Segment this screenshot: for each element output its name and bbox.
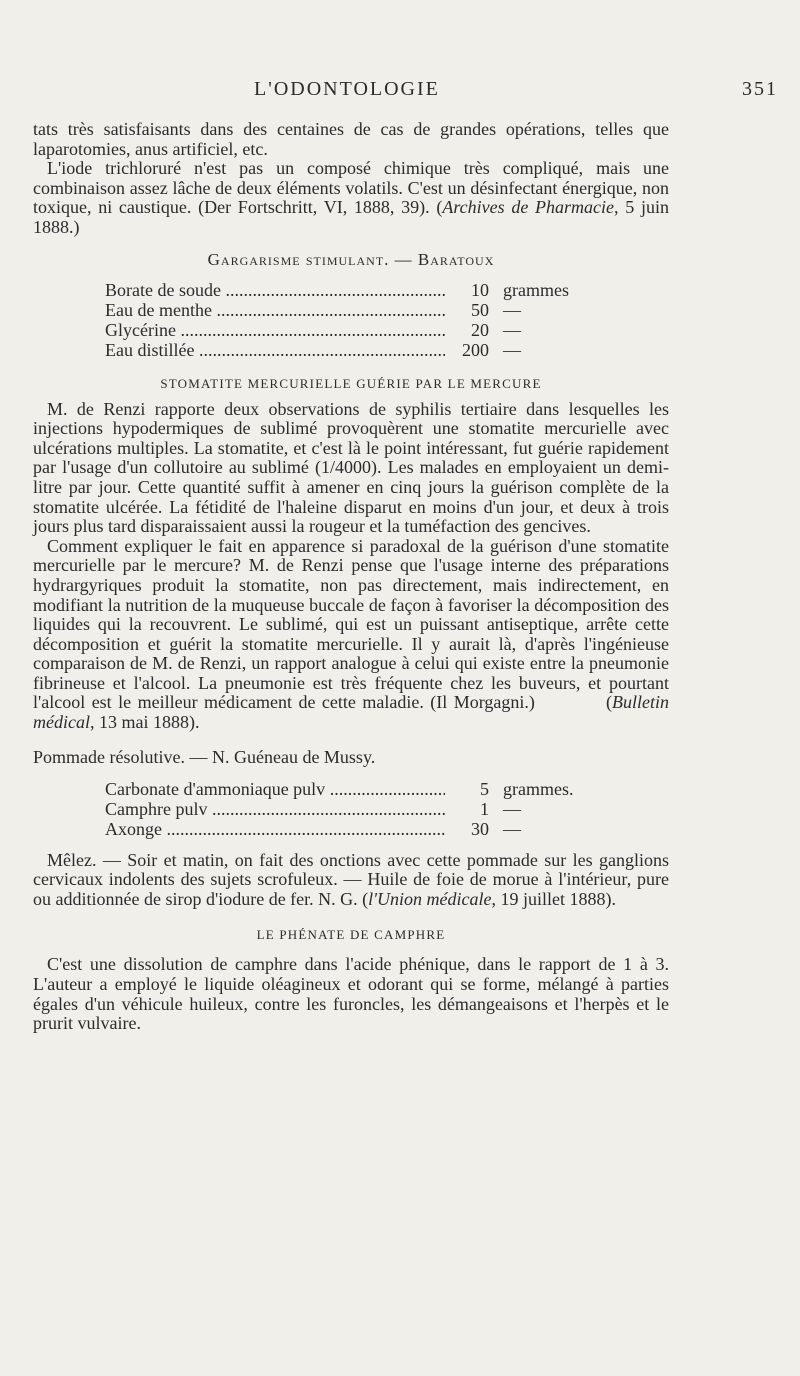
citation-date: , 13 mai 1888). (89, 712, 200, 733)
journal-title: L'ODONTOLOGIE (254, 78, 440, 100)
ingredient-qty: 30 (471, 818, 489, 839)
ingredient-unit: — (503, 339, 521, 360)
ingredient-unit: — (503, 798, 521, 819)
citation-source: Bulletin médical (33, 692, 669, 733)
page-number: 351 (742, 78, 778, 100)
ingredient-qty: 1 (480, 798, 489, 819)
ingredient-unit: grammes. (503, 778, 574, 799)
ingredient-name: Borate de soude ..... (105, 280, 445, 300)
recipe-row (105, 280, 625, 300)
ingredient-qty: 20 (471, 319, 489, 340)
paragraph-phenate: C'est une dissolution de camphre dans l'acide phénique, dans le rapport de 1 à 3. L'auteur a employé le liquide oléagineux et odorant qui se forme, mélangé à parties égales d'un véhicule huileux, contre les furoncles, les démangeaisons et l'herpès et le prurit vulvaire. (33, 954, 669, 1034)
recipe-pommade (105, 779, 625, 839)
ingredient-qty: 10 (471, 279, 489, 300)
recipe-row (105, 799, 625, 819)
paragraph-text: Mêlez. — Soir et matin, on fait des onctions avec cette pommade sur les ganglions cervicaux indolents des sujets scrofuleux. — Huile de foie de morue à l'intérieur, pure ou additionnée de sirop d'iodure de fer. N. G. ( (33, 849, 669, 909)
section-heading-stomatite: STOMATITE MERCURIELLE GUÉRIE PAR LE MERCURE (160, 375, 542, 391)
ingredient-name: Axonge ..... (105, 819, 445, 839)
recipe-row (105, 300, 625, 320)
paragraph-continuation: tats très satisfaisants dans des centaines de cas de grandes opérations, telles que laparotomies, anus artificiel, etc. (33, 119, 669, 159)
ingredient-name: Eau de menthe ..... (105, 300, 445, 320)
citation-source: Archives de Pharmacie (442, 197, 615, 218)
paragraph-renzi: M. de Renzi rapporte deux observations de syphilis tertiaire dans lesquelles les injections hypodermiques de sublimé provoquèrent une stomatite mercurielle avec ulcérations multiples. La stomatite, et c'est là le point intéressant, fut guérie rapidement par l'usage d'un collutoire au sublimé (1/4000). Les malades en employaient un demi-litre par jour. Cette quantité suffit à amener en cinq jours la guérison complète de la stomatite ulcérée. La fétidité de l'haleine disparut en moins d'un jour, et deux à trois jours plus tard disparaissaient aussi la rougeur et la tuméfaction des gencives. (33, 398, 669, 537)
ingredient-unit: grammes (503, 279, 569, 300)
recipe-gargarisme (105, 280, 625, 360)
citation-source: l'Union médicale (368, 888, 492, 909)
ingredient-unit: — (503, 319, 521, 340)
paragraph-text: L'iode trichloruré n'est pas un composé chimique très compliqué, mais une combinaison assez lâche de deux éléments volatils. C'est un désinfectant énergique, non toxique, ni caustique. (Der Fortschritt, VI, 1888, 39). ( (33, 158, 669, 218)
paragraph-melez (33, 851, 669, 910)
ingredient-unit: — (503, 299, 521, 320)
recipe-row (105, 340, 625, 360)
section-heading-phenate: LE PHÉNATE DE CAMPHRE (256, 927, 446, 943)
paragraph-iode (33, 159, 669, 237)
ingredient-name: Camphre pulv ..... (105, 799, 445, 819)
ingredient-name: Glycérine ..... (105, 320, 445, 340)
ingredient-qty: 50 (471, 299, 489, 320)
ingredient-name: Eau distillée ..... (105, 340, 445, 360)
citation-date: , 5 juin 1888.) (33, 197, 669, 237)
section-heading-gargarisme: Gargarisme stimulant. — Baratoux (207, 249, 495, 269)
ingredient-qty: 5 (480, 778, 489, 799)
recipe-row (105, 779, 625, 799)
recipe-row (105, 819, 625, 839)
running-header (0, 78, 800, 108)
section-heading-pommade: Pommade résolutive. — N. Guéneau de Mussy. (33, 746, 376, 767)
citation-date: , 19 juillet 1888). (491, 888, 616, 909)
recipe-row (105, 320, 625, 340)
paragraph-explication: Comment expliquer le fait en apparence si paradoxal de la guérison d'une stomatite mercurielle par le mercure? M. de Renzi pense que l'usage interne des préparations hydrargyriques produit la stomatite, non pas directement, mais indirectement, en modifiant la nutrition de la muqueuse buccale de façon à favoriser la décomposition des liquides qui la recouvrent. Le sublimé, qui est un puissant antiseptique, arrête cette décomposition et guérit la stomatite mercurielle. Il y aurait là, d'après l'ingénieuse comparaison de M. de Renzi, un rapport analogue à celui qui existe entre la pneumonie fibrineuse et l'alcool. La pneumonie est très fréquente chez les buveurs, et pourtant l'alcool est le meilleur médicament de cette maladie. (Il Morgagni.) (Bulletin médical, 13 mai 1888). (33, 535, 669, 733)
ingredient-qty: 200 (462, 339, 489, 360)
page-body (33, 120, 669, 1034)
ingredient-unit: — (503, 818, 521, 839)
paragraph-text: Comment expliquer le fait en apparence si paradoxal de la guérison d'une stomatite mercurielle par le mercure? M. de Renzi pense que l'usage interne des préparations hydrargyriques produit la stomatite, non pas directement, mais indirectement, en modifiant la nutrition de la muqueuse buccale de façon à favoriser la décomposition des liquides qui la recouvrent. Le sublimé, qui est un puissant antiseptique, arrête cette décomposition et guérit la stomatite mercurielle. Il y aurait là, d'après l'ingénieuse comparaison de M. de Renzi, un rapport analogue à celui qui existe entre la pneumonie fibrineuse et l'alcool. La pneumonie est très fréquente chez les buveurs, et pourtant l'alcool est le meilleur médicament de cette maladie. (Il Morgagni.) (33, 535, 669, 713)
ingredient-name: Carbonate d'ammoniaque pulv ..... (105, 779, 445, 799)
